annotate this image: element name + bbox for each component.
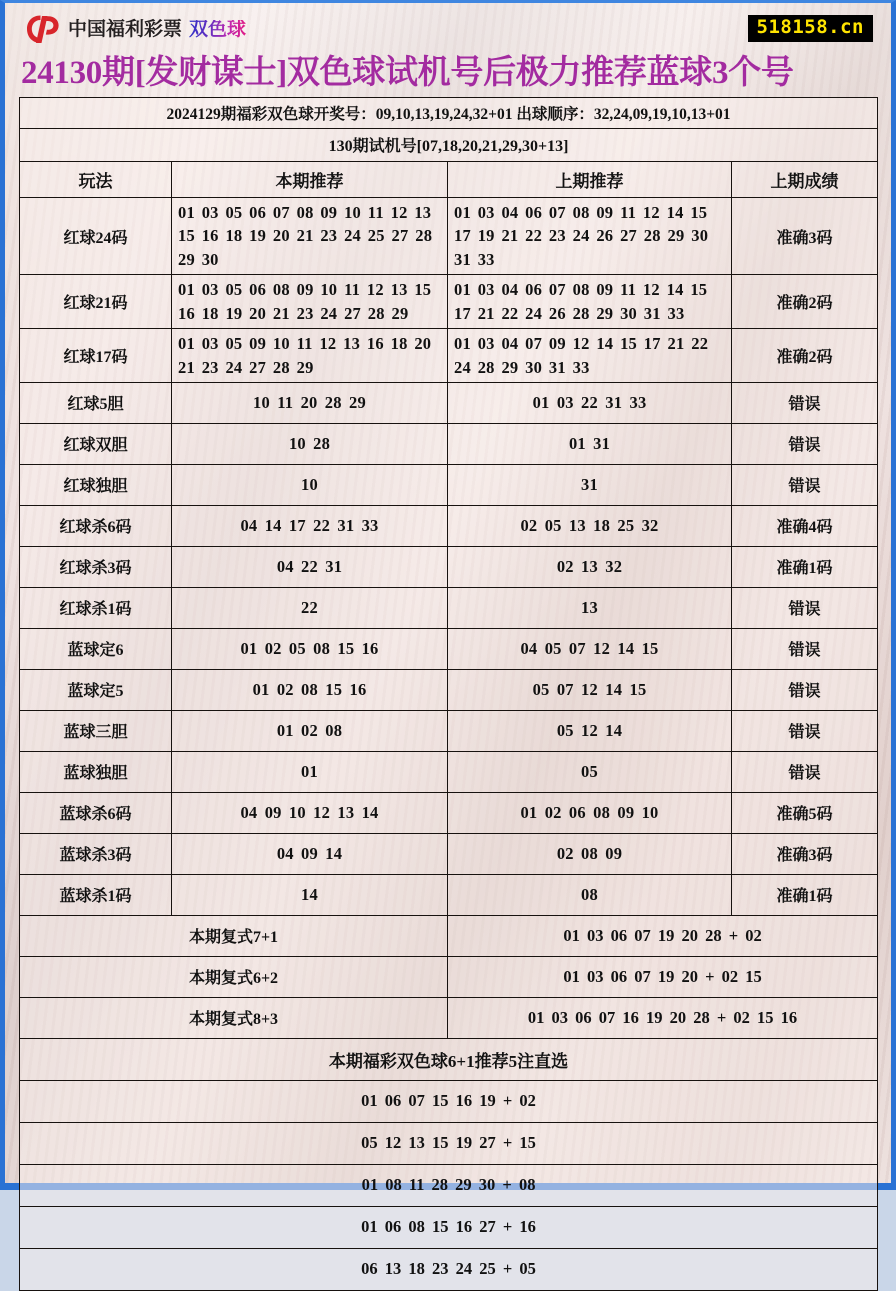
previous-result-label: 准确1码 [732, 546, 878, 587]
pick-row [20, 1206, 878, 1248]
previous-result-label: 准确2码 [732, 275, 878, 329]
previous-period-numbers: 04 05 07 12 14 15 [448, 628, 732, 669]
table-row [20, 329, 878, 383]
table-row [20, 505, 878, 546]
play-type-label: 蓝球定5 [20, 669, 172, 710]
previous-period-numbers: 02 08 09 [448, 833, 732, 874]
current-period-numbers: 04 22 31 [172, 546, 448, 587]
play-type-label: 蓝球定6 [20, 628, 172, 669]
pick-numbers: 01 08 11 28 29 30 + 08 [20, 1164, 878, 1206]
compound-row [20, 915, 878, 956]
play-type-label: 红球21码 [20, 275, 172, 329]
previous-period-numbers: 31 [448, 464, 732, 505]
pick-numbers: 06 13 18 23 24 25 + 05 [20, 1248, 878, 1290]
previous-result-label: 准确3码 [732, 197, 878, 274]
page-background [5, 3, 891, 1279]
header-bar [19, 9, 877, 55]
table-row [20, 546, 878, 587]
test-number-text: 130期试机号[07,18,20,21,29,30+13] [20, 128, 878, 161]
previous-result-label: 准确5码 [732, 792, 878, 833]
table-row [20, 710, 878, 751]
previous-period-numbers: 05 [448, 751, 732, 792]
column-header-result: 上期成绩 [732, 161, 878, 197]
prediction-table [19, 97, 878, 1291]
previous-result-label: 准确2码 [732, 329, 878, 383]
draw-info-row [20, 97, 878, 128]
current-period-numbers: 22 [172, 587, 448, 628]
current-period-numbers: 04 09 10 12 13 14 [172, 792, 448, 833]
previous-result-label: 错误 [732, 587, 878, 628]
previous-period-numbers: 13 [448, 587, 732, 628]
column-header-previous: 上期推荐 [448, 161, 732, 197]
play-type-label: 蓝球三胆 [20, 710, 172, 751]
table-row [20, 197, 878, 274]
pick-numbers: 05 12 13 15 19 27 + 15 [20, 1122, 878, 1164]
previous-result-label: 准确3码 [732, 833, 878, 874]
previous-period-numbers: 01 31 [448, 423, 732, 464]
compound-numbers: 01 03 06 07 19 20 28 + 02 [448, 915, 878, 956]
current-period-numbers: 10 [172, 464, 448, 505]
current-period-numbers: 10 11 20 28 29 [172, 382, 448, 423]
draw-info-text: 2024129期福彩双色球开奖号：09,10,13,19,24,32+01 出球顺序：32,24,09,19,10,13+01 [20, 97, 878, 128]
current-period-numbers: 01 02 05 08 15 16 [172, 628, 448, 669]
current-period-numbers: 01 03 05 09 10 11 12 13 16 18 20 21 23 24 27 28 29 [172, 329, 448, 383]
compound-row [20, 997, 878, 1038]
table-row [20, 423, 878, 464]
previous-result-label: 错误 [732, 423, 878, 464]
previous-result-label: 错误 [732, 669, 878, 710]
previous-result-label: 错误 [732, 382, 878, 423]
current-period-numbers: 01 03 05 06 07 08 09 10 11 12 13 15 16 18 19 20 21 23 24 25 27 28 29 30 [172, 197, 448, 274]
play-type-label: 红球24码 [20, 197, 172, 274]
play-type-label: 蓝球独胆 [20, 751, 172, 792]
play-type-label: 红球17码 [20, 329, 172, 383]
pick-row [20, 1248, 878, 1290]
pick-row [20, 1080, 878, 1122]
compound-label: 本期复式7+1 [20, 915, 448, 956]
previous-period-numbers: 01 03 04 06 07 08 09 11 12 14 15 17 19 21 22 23 24 26 27 28 29 30 31 33 [448, 197, 732, 274]
previous-result-label: 错误 [732, 710, 878, 751]
current-period-numbers: 04 14 17 22 31 33 [172, 505, 448, 546]
play-type-label: 蓝球杀1码 [20, 874, 172, 915]
previous-result-label: 准确4码 [732, 505, 878, 546]
previous-period-numbers: 02 05 13 18 25 32 [448, 505, 732, 546]
compound-numbers: 01 03 06 07 19 20 + 02 15 [448, 956, 878, 997]
table-row [20, 669, 878, 710]
table-row [20, 587, 878, 628]
current-period-numbers: 01 [172, 751, 448, 792]
play-type-label: 红球5胆 [20, 382, 172, 423]
table-row [20, 792, 878, 833]
current-period-numbers: 01 02 08 [172, 710, 448, 751]
play-type-label: 蓝球杀6码 [20, 792, 172, 833]
pick-row [20, 1164, 878, 1206]
table-row [20, 628, 878, 669]
table-row [20, 833, 878, 874]
page-content [19, 9, 877, 1291]
test-number-row [20, 128, 878, 161]
table-row [20, 751, 878, 792]
previous-period-numbers: 01 03 04 06 07 08 09 11 12 14 15 17 21 22 24 26 28 29 30 31 33 [448, 275, 732, 329]
previous-period-numbers: 01 02 06 08 09 10 [448, 792, 732, 833]
pick-numbers: 01 06 07 15 16 19 + 02 [20, 1080, 878, 1122]
previous-period-numbers: 08 [448, 874, 732, 915]
previous-period-numbers: 05 12 14 [448, 710, 732, 751]
current-period-numbers: 01 02 08 15 16 [172, 669, 448, 710]
previous-result-label: 错误 [732, 751, 878, 792]
compound-label: 本期复式6+2 [20, 956, 448, 997]
play-type-label: 红球双胆 [20, 423, 172, 464]
previous-result-label: 错误 [732, 464, 878, 505]
current-period-numbers: 10 28 [172, 423, 448, 464]
picks-section-title: 本期福彩双色球6+1推荐5注直选 [20, 1038, 878, 1080]
compound-row [20, 956, 878, 997]
pick-numbers: 01 06 08 15 16 27 + 16 [20, 1206, 878, 1248]
previous-result-label: 错误 [732, 628, 878, 669]
current-period-numbers: 14 [172, 874, 448, 915]
previous-result-label: 准确1码 [732, 874, 878, 915]
column-header-play: 玩法 [20, 161, 172, 197]
table-row [20, 382, 878, 423]
current-period-numbers: 04 09 14 [172, 833, 448, 874]
column-header-current: 本期推荐 [172, 161, 448, 197]
brand-logo [25, 13, 246, 46]
pick-row [20, 1122, 878, 1164]
play-type-label: 红球独胆 [20, 464, 172, 505]
previous-period-numbers: 05 07 12 14 15 [448, 669, 732, 710]
table-row [20, 275, 878, 329]
brand-name-label: 中国福利彩票 [68, 18, 183, 40]
play-type-label: 红球杀6码 [20, 505, 172, 546]
compound-label: 本期复式8+3 [20, 997, 448, 1038]
play-type-label: 红球杀1码 [20, 587, 172, 628]
picks-section-title-row [20, 1038, 878, 1080]
previous-period-numbers: 02 13 32 [448, 546, 732, 587]
compound-numbers: 01 03 06 07 16 19 20 28 + 02 15 16 [448, 997, 878, 1038]
china-welfare-lottery-emblem-icon [25, 13, 61, 46]
site-badge: 518158.cn [748, 15, 873, 42]
table-row [20, 464, 878, 505]
current-period-numbers: 01 03 05 06 08 09 10 11 12 13 15 16 18 19 20 21 23 24 27 28 29 [172, 275, 448, 329]
play-type-label: 红球杀3码 [20, 546, 172, 587]
play-type-label: 蓝球杀3码 [20, 833, 172, 874]
table-header-row [20, 161, 878, 197]
page-title: 24130期[发财谋士]双色球试机号后极力推荐蓝球3个号 [21, 55, 794, 91]
previous-period-numbers: 01 03 04 07 09 12 14 15 17 21 22 24 28 29 30 31 33 [448, 329, 732, 383]
game-name-label: 双色球 [189, 18, 247, 40]
table-row [20, 874, 878, 915]
previous-period-numbers: 01 03 22 31 33 [448, 382, 732, 423]
